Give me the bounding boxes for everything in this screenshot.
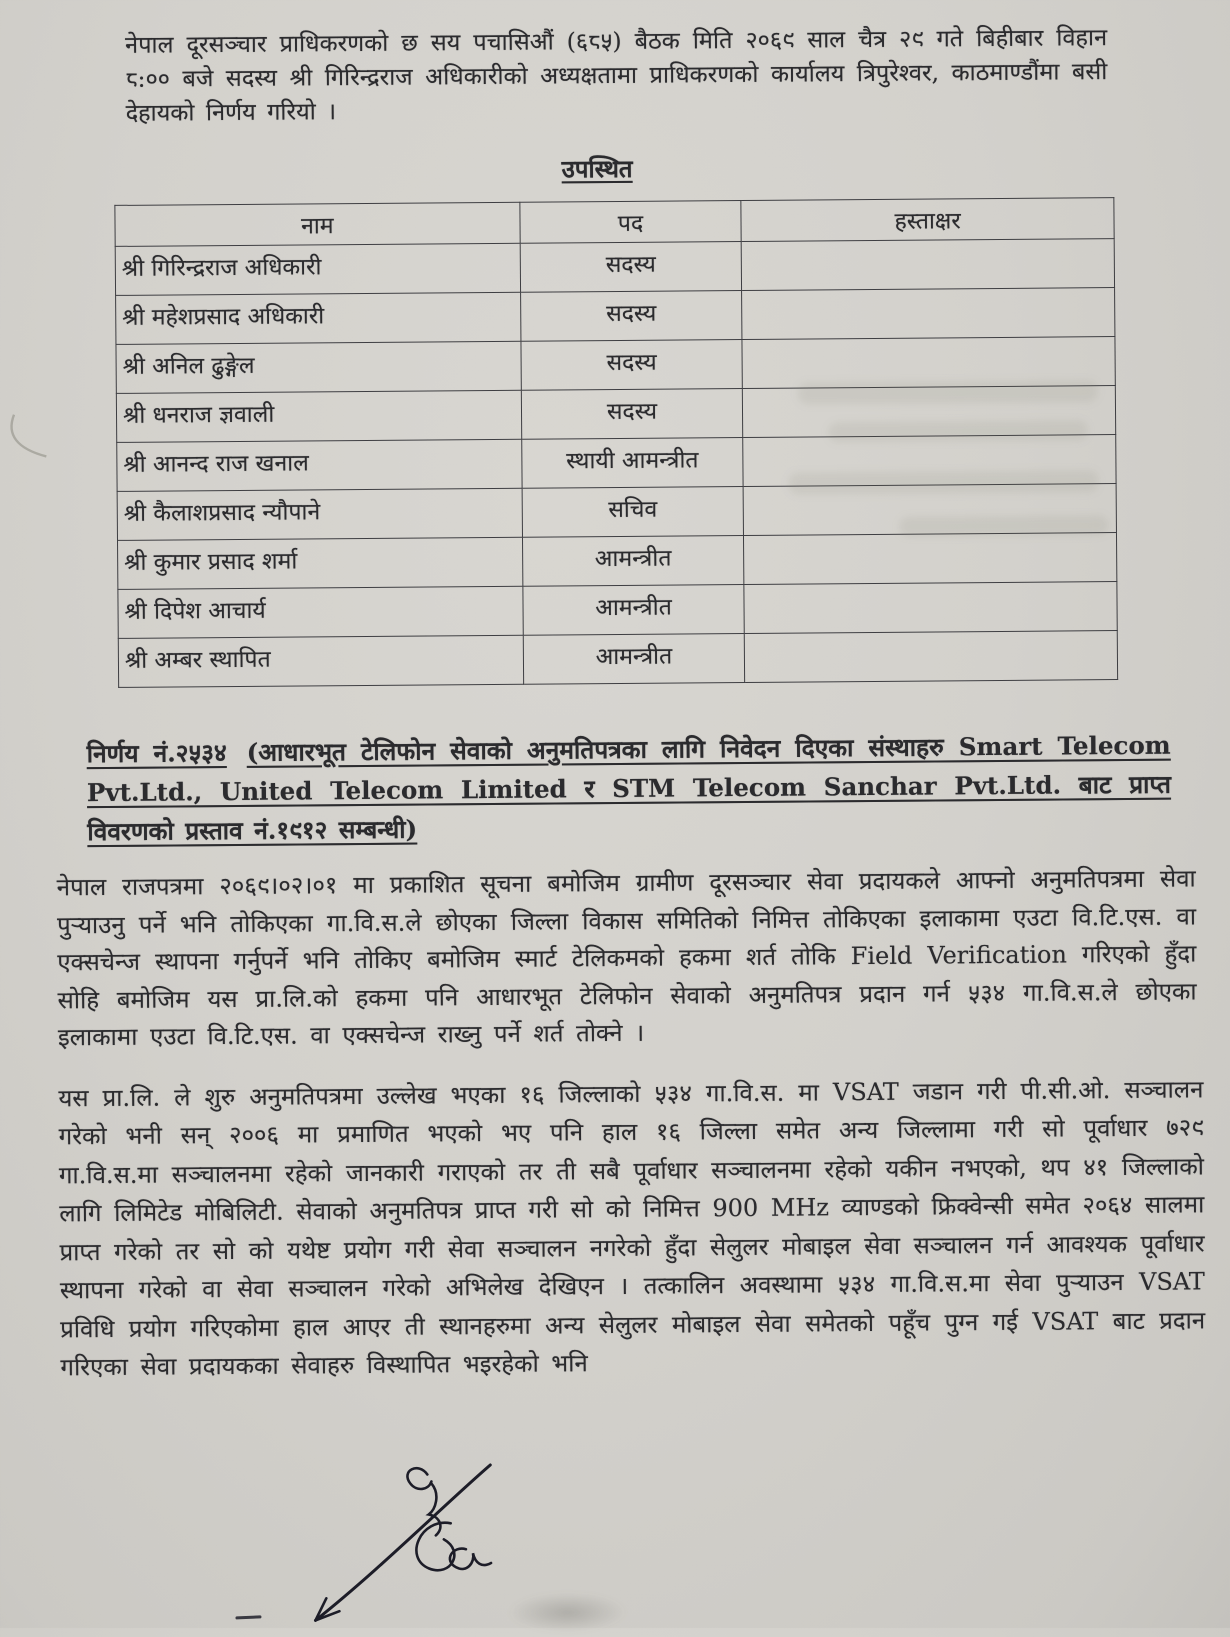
attendee-signature-cell: [742, 239, 1115, 291]
attendee-position: स्थायी आमन्त्रीत: [521, 437, 743, 488]
attendee-name: श्री धनराज ज्ञवाली: [116, 390, 521, 442]
attendee-name: श्री दिपेश आचार्य: [118, 586, 523, 638]
attendee-position: सदस्य: [520, 290, 742, 341]
meeting-intro-paragraph: नेपाल दूरसञ्चार प्राधिकरणको छ सय पचासिऔं (६८५) बैठक मिति २०६९ साल चैत्र २९ गते बिहीबार विहान ८:०० बजे सदस्य श्री गिरिन्द्रराज अधिकारीको अध्यक्षतामा प्राधिकरणको कार्यालय त्रिपुरेश्वर, काठमाण्डौंमा बसी देहायको निर्णय गरियो ।: [124, 23, 1108, 127]
attendee-name: श्री कैलाशप्रसाद न्यौपाने: [117, 488, 522, 540]
table-row: [118, 582, 1117, 639]
decision-paragraph-2: यस प्रा.लि. ले शुरु अनुमतिपत्रमा उल्लेख भएका १६ जिल्लाको ५३४ गा.वि.स. मा VSAT जडान गरी पी.सी.ओ. सञ्चालन गरेको भनी सन् २००६ मा प्रमाणित भएको भए पनि हाल १६ जिल्ला समेत अन्य जिल्लामा गरी सो पूर्वाधार ७२९ गा.वि.स.मा सञ्चालनमा रहेको जानकारी गराएको तर ती सबै पूर्वाधार सञ्चालनमा रहेको यकीन नभएको, थप ४१ जिल्लाको लागि लिमिटेड मोबिलिटी. सेवाको अनुमतिपत्र प्राप्त गरी सो को निमित्त 900 MHz व्याण्डको फ्रिक्वेन्सी समेत २०६४ सालमा प्राप्त गरेको तर सो को यथेष्ट प्रयोग गरी सेवा सञ्चालन नगरेको हुँदा सेलुलर मोबाइल सेवा सञ्चालन गर्न आवश्यक पूर्वाधार स्थापना गरेको वा सेवा सञ्चालन गरेको अभिलेख देखिएन । तत्कालिन अवस्थामा ५३४ गा.वि.स.मा सेवा पुऱ्याउन VSAT प्रविधि प्रयोग गरिएकोमा हाल आएर ती स्थानहरुमा अन्य सेलुलर मोबाइल सेवा समेतको पहूँच पुग्न गई VSAT बाट प्रदान गरिएका सेवा प्रदायकका सेवाहरु विस्थापित भइरहेको भनि: [58, 1074, 1206, 1382]
table-row: [118, 533, 1117, 590]
table-row: [116, 288, 1115, 345]
attendee-name: श्री आनन्द राज खनाल: [117, 439, 522, 491]
attendee-position: सदस्य: [520, 241, 742, 292]
attendance-heading: उपस्थित: [561, 153, 633, 184]
attendee-position: आमन्त्रीत: [522, 584, 744, 635]
decision-number: निर्णय नं.२५३४: [86, 738, 227, 769]
decision-subject: (आधारभूत टेलिफोन सेवाको अनुमतिपत्रका लागि निवेदन दिएका संस्थाहरु Smart Telecom Pvt.Ltd., United Telecom Limited र STM Telecom Sanchar Pvt.Ltd. बाट प्राप्त विवरणको प्रस्ताव नं.१९१२ सम्बन्धी): [86, 730, 1172, 847]
attendee-name: श्री कुमार प्रसाद शर्मा: [118, 537, 523, 589]
scan-bleed-artifact: [899, 515, 1109, 537]
attendee-position: सदस्य: [521, 388, 743, 439]
attendance-table: [114, 197, 1118, 688]
decision-paragraph-1: नेपाल राजपत्रमा २०६९।०२।०१ मा प्रकाशित सूचना बमोजिम ग्रामीण दूरसञ्चार सेवा प्रदायकले आफ्नो अनुमतिपत्रमा सेवा पुऱ्याउनु पर्ने भनि तोकिएका गा.वि.स.ले छोएका जिल्ला विकास समितिको निमित्त तोकिएका इलाकामा एउटा वि.टि.एस. वा एक्सचेन्ज स्थापना गर्नुपर्ने भनि तोकिए बमोजिम स्मार्ट टेलिकमको हकमा शर्त तोकि Field Verification गरिएको हुँदा सोहि बमोजिम यस प्रा.लि.को हकमा पनि आधारभूत टेलिफोन सेवाको अनुमतिपत्र प्रदान गर्न ५३४ गा.वि.स.ले छोएका इलाकामा एउटा वि.टि.एस. वा एक्सचेन्ज राख्नु पर्ने शर्त तोक्ने ।: [56, 864, 1197, 1052]
pen-dash-mark: [235, 1615, 261, 1619]
scanned-document-page: [0, 19, 1230, 1633]
table-row: [118, 631, 1117, 688]
attendee-position: सचिव: [522, 486, 744, 537]
attendee-signature-cell: [745, 631, 1118, 683]
table-row: [115, 239, 1114, 296]
attendee-name: श्री महेशप्रसाद अधिकारी: [116, 292, 521, 344]
attendee-signature-cell: [744, 533, 1117, 585]
attendee-signature-cell: [744, 582, 1117, 634]
attendee-name: श्री अम्बर स्थापित: [118, 635, 523, 687]
scan-bleed-artifact: [788, 470, 1098, 494]
scan-shadow-smudge: [507, 1592, 627, 1633]
attendee-position: आमन्त्रीत: [522, 535, 744, 586]
attendee-name: श्री गिरिन्द्रराज अधिकारी: [115, 243, 520, 295]
paper-fold-mark: [0, 406, 62, 464]
column-header-position: पद: [519, 200, 741, 243]
decision-heading: [87, 726, 1172, 852]
attendee-position: सदस्य: [521, 339, 743, 390]
scan-bleed-artifact: [828, 420, 1088, 442]
attendee-name: श्री अनिल ढुङ्गेल: [116, 341, 521, 393]
attendee-signature-cell: [742, 288, 1115, 340]
column-header-signature: हस्ताक्षर: [741, 198, 1114, 242]
scan-bleed-artifact: [798, 380, 1098, 404]
attendee-position: आमन्त्रीत: [523, 633, 745, 684]
column-header-name: नाम: [115, 202, 520, 246]
